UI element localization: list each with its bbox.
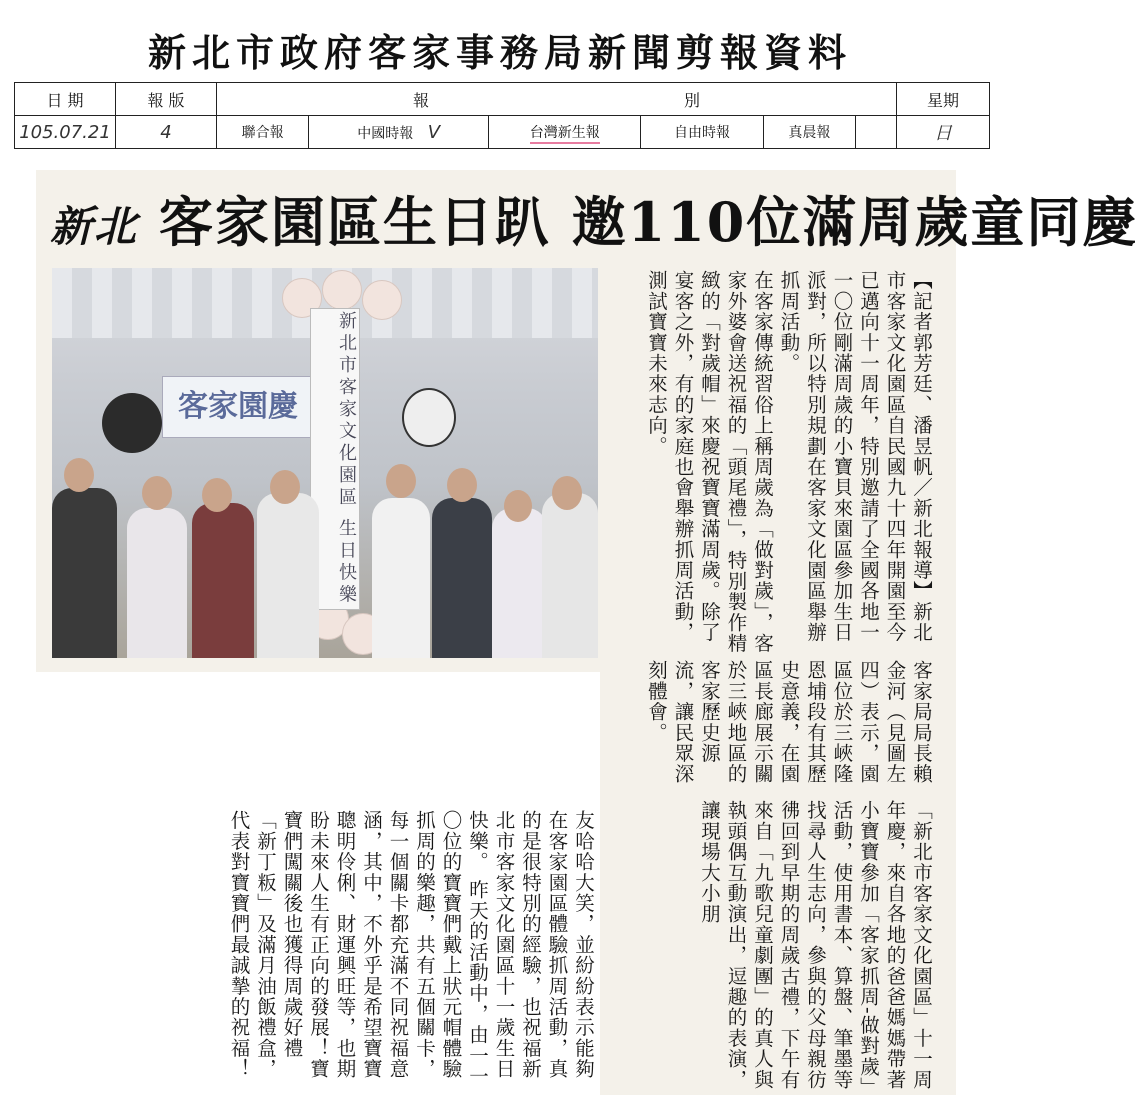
mascot-figure [402,388,456,447]
paper-udn: 聯合報 [217,116,309,149]
article-lower-col-a [604,660,934,795]
photo-person [432,498,492,658]
date-value: 105.07.21 [15,116,116,149]
photo-face [64,458,94,492]
edition-label: 報 版 [116,83,217,116]
article-paragraph: 客家局局長賴金河（見圖左四）表示，園區位於三峽隆恩埔段有其歷史意義，在園區長廊展示關於三峽地區的客家歷史源流，讓民眾深刻體會。 [645,660,933,785]
edition-value: 4 [116,116,217,149]
paper-tssdnews [489,116,641,149]
photo-face [386,464,416,498]
paper-chinatimes-label: 中國時報 [357,125,414,142]
photo-person [127,508,187,658]
article-body-lower [604,660,934,1092]
paper-blank [856,116,897,149]
article-body-bottom-row [36,810,600,1095]
paper-chinatimes [309,116,489,149]
penguin-mascot [102,393,162,453]
paper-tssdnews-label: 台灣新生報 [530,125,600,144]
photo-person [257,493,319,658]
article-paragraph: 【記者郭芳廷、潘昱帆／新北報導】新北市客家文化園區自民國九十四年開園至今已邁向十一周年，特別邀請了全國各地一一〇位剛滿周歲的小寶貝來園區參加生日派對，所以特別規劃在客家文化園區舉辦抓周活動。 [777,270,933,643]
article-paragraph: 友哈哈大笑，並紛紛表示能夠在客家園區體驗抓周活動，真的是很特別的經驗，也祝福新北市客家文化園區十一歲生日快樂。 [466,810,595,1080]
photo-person [492,508,547,658]
paper-ltn: 自由時報 [641,116,763,149]
clipping-meta-table [14,82,990,149]
article-headline [50,180,1138,254]
article-bottom-col [227,810,596,1090]
photo-person [542,493,598,658]
paper-label [217,83,897,116]
article-photo [52,268,598,658]
article-paragraph: 在客家傳統習俗上稱周歲為「做對歲」，客家外婆會送祝福的「頭尾禮」，特別製作精緻的「對歲帽」來慶祝寶寶滿周歲。除了宴客之外，有的家庭也會舉辦抓周活動，測試寶寶未來志向。 [645,270,774,654]
photo-face [270,470,300,504]
photo-sign: 客家園慶 [162,376,314,438]
photo-person [372,498,430,658]
photo-balloon [322,270,362,310]
paper-check-mark: V [427,121,441,143]
photo-person [192,503,254,658]
photo-person [52,488,117,658]
article-lower-col-b [604,800,934,1092]
photo-face [447,468,477,502]
article-column-right-top [604,270,934,660]
paper-morning: 真晨報 [763,116,855,149]
photo-face [552,476,582,510]
photo-banner: 新北市客家文化園區 生日快樂 [310,308,360,610]
date-label: 日 期 [15,83,116,116]
clipping-header-title: 新北市政府客家事務局新聞剪報資料 [147,30,852,75]
photo-face [504,490,532,522]
article-paragraph: 昨天的活動中，由一一〇位的寶寶們戴上狀元帽體驗抓周的樂趣，共有五個關卡，每一個關卡都充滿不同祝福意涵，其中，不外乎是希望寶寶聰明伶俐、財運興旺等，也期盼未來人生有正向的發展！寶寶們闖關後也獲得周歲好禮「新丁粄」及滿月油飯禮盒，代表對寶寶們最誠摯的祝福！ [227,810,489,1087]
photo-balloon [362,280,402,320]
paper-label-left: 報 [412,90,429,110]
paper-label-right: 別 [684,90,701,110]
weekday-value: 日 [897,116,990,149]
photo-face [202,478,232,512]
headline-main: 客家園區生日趴 邀110位滿周歲童同慶 [158,190,1138,254]
article-paragraph: 「新北市客家文化園區」十一周年慶，來自各地的爸爸媽媽帶著小寶寶參加「客家抓周-做對歲」活動，使用書本、算盤、筆墨等找尋人生志向，參與的父母親彷彿回到早期的周歲古禮，下午有來自「九歌兒童劇團」的真人與執頭偶互動演出，逗趣的表演，讓現場大小朋 [698,800,933,1090]
photo-face [142,476,172,510]
weekday-label: 星期 [897,83,990,116]
headline-prefix: 新北 [50,202,139,251]
